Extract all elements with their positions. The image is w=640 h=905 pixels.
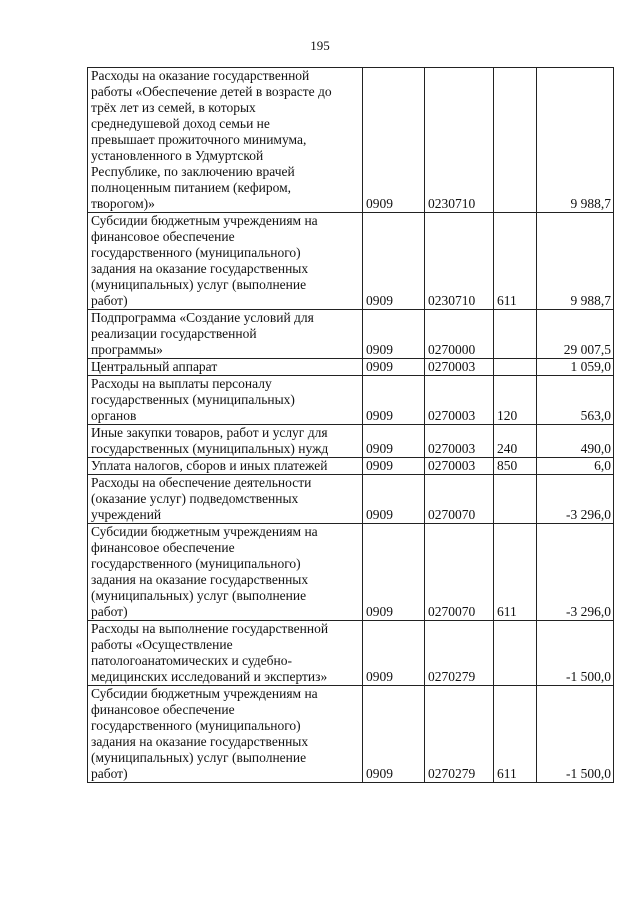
table-row	[88, 686, 614, 783]
row-name: Иные закупки товаров, работ и услуг для государственных (муниципальных) нужд	[88, 425, 363, 458]
row-amount: 490,0	[537, 425, 614, 458]
row-article-code: 0230710	[425, 68, 494, 213]
row-expense-kind: 611	[494, 686, 537, 783]
row-article-code: 0270070	[425, 524, 494, 621]
row-name: Расходы на выполнение государственной работы «Осуществление патологоанатомических и судебно- медицинских исследований и экспертиз»	[88, 621, 363, 686]
row-article-code: 0270279	[425, 621, 494, 686]
row-section-code: 0909	[363, 376, 425, 425]
row-section-code: 0909	[363, 310, 425, 359]
table-row	[88, 425, 614, 458]
row-expense-kind	[494, 310, 537, 359]
row-article-code: 0270000	[425, 310, 494, 359]
table-row	[88, 310, 614, 359]
row-expense-kind	[494, 621, 537, 686]
row-article-code: 0270003	[425, 376, 494, 425]
row-expense-kind: 850	[494, 458, 537, 475]
row-amount: 9 988,7	[537, 68, 614, 213]
row-amount: 1 059,0	[537, 359, 614, 376]
row-expense-kind	[494, 359, 537, 376]
row-section-code: 0909	[363, 425, 425, 458]
row-section-code: 0909	[363, 524, 425, 621]
row-section-code: 0909	[363, 359, 425, 376]
table-row	[88, 524, 614, 621]
row-article-code: 0270279	[425, 686, 494, 783]
table-row	[88, 621, 614, 686]
row-amount: -3 296,0	[537, 524, 614, 621]
row-section-code: 0909	[363, 686, 425, 783]
row-section-code: 0909	[363, 621, 425, 686]
row-section-code: 0909	[363, 213, 425, 310]
budget-table	[87, 67, 614, 783]
row-article-code: 0270003	[425, 458, 494, 475]
row-name: Субсидии бюджетным учреждениям на финансовое обеспечение государственного (муниципального) задания на оказание государственных (муниципальных) услуг (выполнение работ)	[88, 213, 363, 310]
row-amount: -3 296,0	[537, 475, 614, 524]
row-name: Центральный аппарат	[88, 359, 363, 376]
row-expense-kind	[494, 68, 537, 213]
row-name: Расходы на оказание государственной работы «Обеспечение детей в возрасте до трёх лет из семей, в которых среднедушевой доход семьи не превышает прожиточного минимума, установленного в Удмуртской Республике, по заключению врачей полноценным питанием (кефиром, творогом)»	[88, 68, 363, 213]
row-expense-kind: 240	[494, 425, 537, 458]
row-expense-kind	[494, 475, 537, 524]
row-article-code: 0270070	[425, 475, 494, 524]
row-name: Уплата налогов, сборов и иных платежей	[88, 458, 363, 475]
table-row	[88, 68, 614, 213]
row-section-code: 0909	[363, 458, 425, 475]
row-name: Субсидии бюджетным учреждениям на финансовое обеспечение государственного (муниципального) задания на оказание государственных (муниципальных) услуг (выполнение работ)	[88, 686, 363, 783]
row-amount: 9 988,7	[537, 213, 614, 310]
page-number: 195	[310, 38, 330, 53]
row-section-code: 0909	[363, 68, 425, 213]
row-amount: 563,0	[537, 376, 614, 425]
row-article-code: 0270003	[425, 359, 494, 376]
row-name: Расходы на выплаты персоналу государственных (муниципальных) органов	[88, 376, 363, 425]
row-name: Расходы на обеспечение деятельности (оказание услуг) подведомственных учреждений	[88, 475, 363, 524]
table-row	[88, 376, 614, 425]
row-section-code: 0909	[363, 475, 425, 524]
row-name: Субсидии бюджетным учреждениям на финансовое обеспечение государственного (муниципального) задания на оказание государственных (муниципальных) услуг (выполнение работ)	[88, 524, 363, 621]
row-expense-kind: 611	[494, 213, 537, 310]
table-row	[88, 475, 614, 524]
row-amount: 29 007,5	[537, 310, 614, 359]
row-amount: 6,0	[537, 458, 614, 475]
row-expense-kind: 611	[494, 524, 537, 621]
table-row	[88, 359, 614, 376]
row-amount: -1 500,0	[537, 686, 614, 783]
table-row	[88, 213, 614, 310]
row-article-code: 0270003	[425, 425, 494, 458]
row-expense-kind: 120	[494, 376, 537, 425]
row-amount: -1 500,0	[537, 621, 614, 686]
row-name: Подпрограмма «Создание условий для реализации государственной программы»	[88, 310, 363, 359]
table-row	[88, 458, 614, 475]
row-article-code: 0230710	[425, 213, 494, 310]
